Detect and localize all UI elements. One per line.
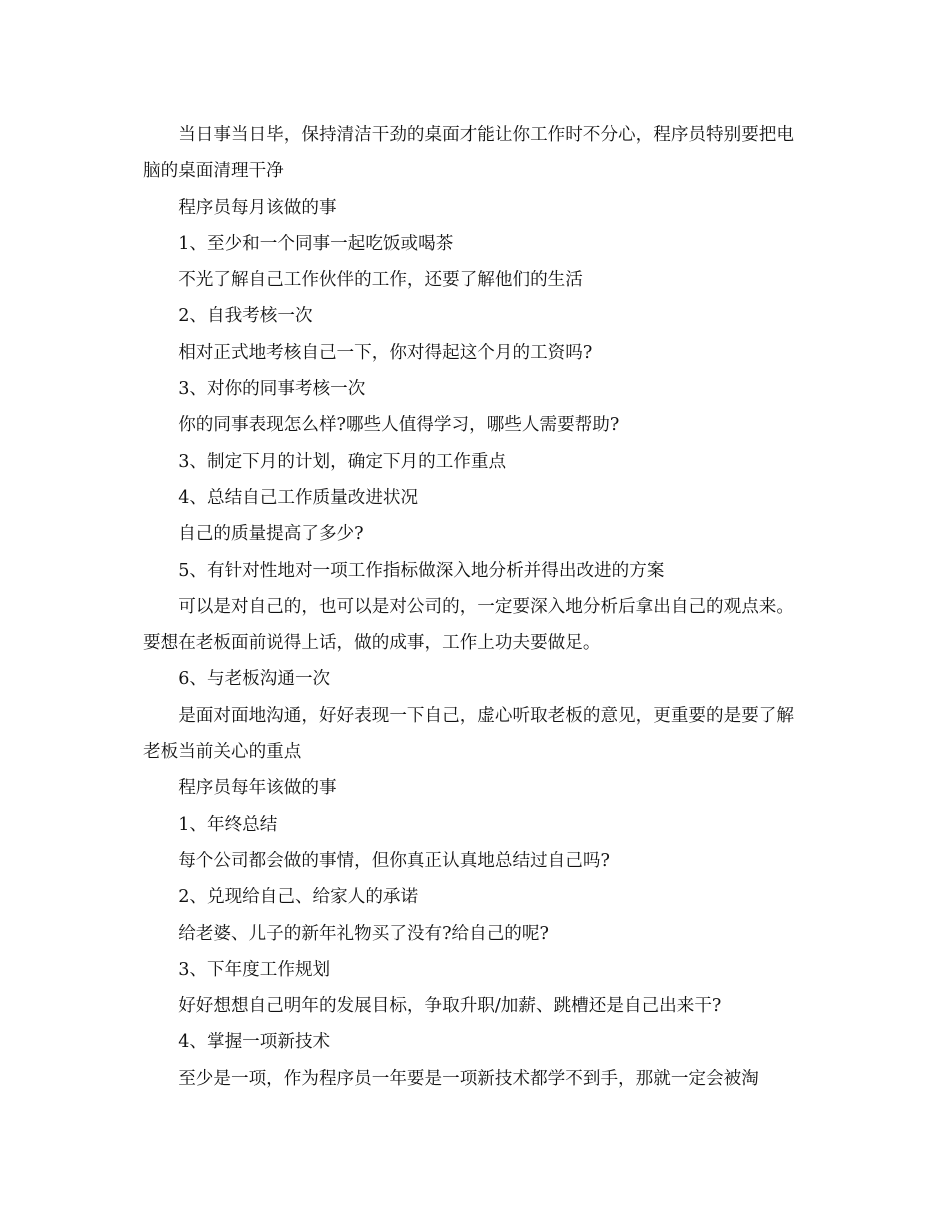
list-item-heading: 1、至少和一个同事一起吃饭或喝茶 xyxy=(178,233,454,254)
paragraph: 给老婆、儿子的新年礼物买了没有?给自己的呢? xyxy=(178,923,549,944)
paragraph: 至少是一项，作为程序员一年要是一项新技术都学不到手，那就一定会被淘 xyxy=(178,1068,759,1089)
list-item-heading: 6、与老板沟通一次 xyxy=(178,669,331,690)
document-page xyxy=(143,117,803,1097)
paragraph: 可以是对自己的，也可以是对公司的，一定要深入地分析后拿出自己的观点来。要想在老板面前说得上话，做的成事，工作上功夫要做足。 xyxy=(143,596,794,654)
section-heading-yearly: 程序员每年该做的事 xyxy=(178,778,337,799)
list-item-heading: 3、下年度工作规划 xyxy=(178,959,331,980)
list-item-heading: 2、自我考核一次 xyxy=(178,306,313,327)
list-item-heading: 5、有针对性地对一项工作指标做深入地分析并得出改进的方案 xyxy=(178,560,665,581)
paragraph: 每个公司都会做的事情，但你真正认真地总结过自己吗? xyxy=(178,850,610,871)
list-item-heading: 4、掌握一项新技术 xyxy=(178,1032,331,1053)
list-item-heading: 2、兑现给自己、给家人的承诺 xyxy=(178,887,419,908)
list-item-heading: 3、制定下月的计划，确定下月的工作重点 xyxy=(178,451,507,472)
paragraph: 好好想想自己明年的发展目标，争取升职/加薪、跳槽还是自己出来干? xyxy=(178,996,722,1017)
paragraph: 是面对面地沟通，好好表现一下自己，虚心听取老板的意见，更重要的是要了解老板当前关心的重点 xyxy=(143,705,794,763)
section-heading-monthly: 程序员每月该做的事 xyxy=(178,197,337,218)
list-item-heading: 1、年终总结 xyxy=(178,814,278,835)
paragraph: 自己的质量提高了多少? xyxy=(178,524,364,545)
list-item-heading: 4、总结自己工作质量改进状况 xyxy=(178,487,419,508)
paragraph: 当日事当日毕，保持清洁干劲的桌面才能让你工作时不分心，程序员特别要把电脑的桌面清理干净 xyxy=(143,125,794,182)
paragraph: 你的同事表现怎么样?哪些人值得学习，哪些人需要帮助? xyxy=(178,415,620,436)
list-item-heading: 3、对你的同事考核一次 xyxy=(178,379,366,400)
paragraph: 不光了解自己工作伙伴的工作，还要了解他们的生活 xyxy=(178,270,583,291)
paragraph: 相对正式地考核自己一下，你对得起这个月的工资吗? xyxy=(178,342,593,363)
